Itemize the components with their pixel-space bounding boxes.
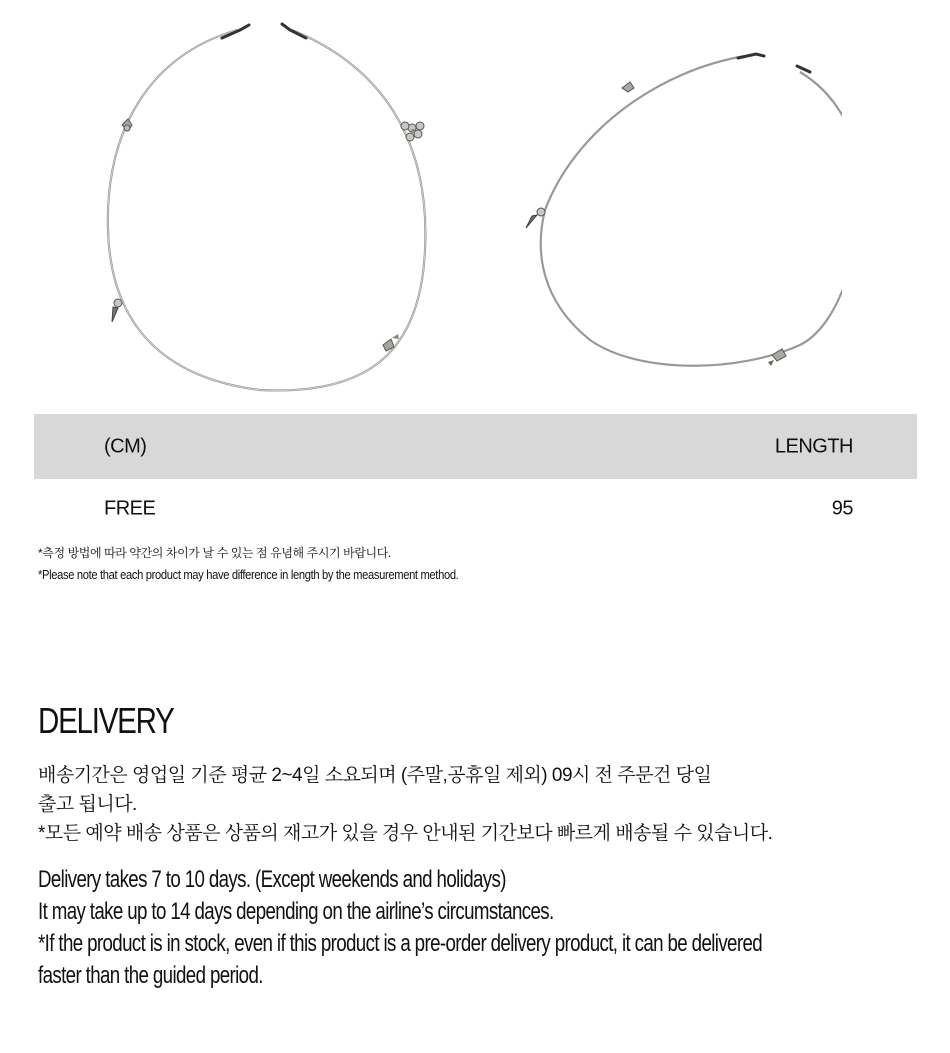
size-table-row — [34, 479, 917, 539]
delivery-en-line: *If the product is in stock, even if this product is a pre-order delivery product, it can be delivered — [38, 930, 763, 957]
delivery-kr-line: 출고 됩니다. — [38, 794, 137, 815]
delivery-en-line: Delivery takes 7 to 10 days. (Except weekends and holidays) — [38, 866, 506, 893]
delivery-kr-line: *모든 예약 배송 상품은 상품의 재고가 있을 경우 안내된 기간보다 빠르게 배송될 수 있습니다. — [38, 823, 773, 844]
delivery-info-en — [38, 864, 918, 992]
necklace-side-view — [526, 54, 860, 366]
measurement-note-kr: *측정 방법에 따라 약간의 차이가 날 수 있는 점 유념해 주시기 바랍니다. — [38, 546, 391, 560]
bow-charm-icon — [622, 82, 634, 92]
length-header: LENGTH — [774, 435, 853, 457]
spike-charm-icon — [112, 299, 122, 322]
delivery-kr-line: 배송기간은 영업일 기준 평균 2~4일 소요되며 (주말,공휴일 제외) 09시 전 주문건 당일 — [38, 765, 712, 786]
bow-charm-icon — [768, 349, 786, 366]
size-table-header — [34, 414, 917, 479]
chain-necklace-illustration — [0, 0, 950, 405]
size-name: FREE — [104, 497, 156, 520]
delivery-section — [38, 695, 918, 992]
product-photos — [0, 0, 950, 405]
unit-label: (CM) — [104, 435, 147, 457]
delivery-en-line: It may take up to 14 days depending on the airline’s circumstances. — [38, 898, 554, 925]
measurement-note-en: *Please note that each product may have difference in length by the measurement method. — [38, 567, 459, 582]
size-table — [34, 414, 917, 539]
delivery-info-kr — [38, 761, 918, 848]
delivery-en-line: faster than the guided period. — [38, 962, 263, 989]
delivery-title: DELIVERY — [38, 700, 174, 741]
measurement-notes — [38, 543, 908, 585]
necklace-full-view — [108, 24, 426, 390]
length-value: 95 — [831, 497, 853, 520]
